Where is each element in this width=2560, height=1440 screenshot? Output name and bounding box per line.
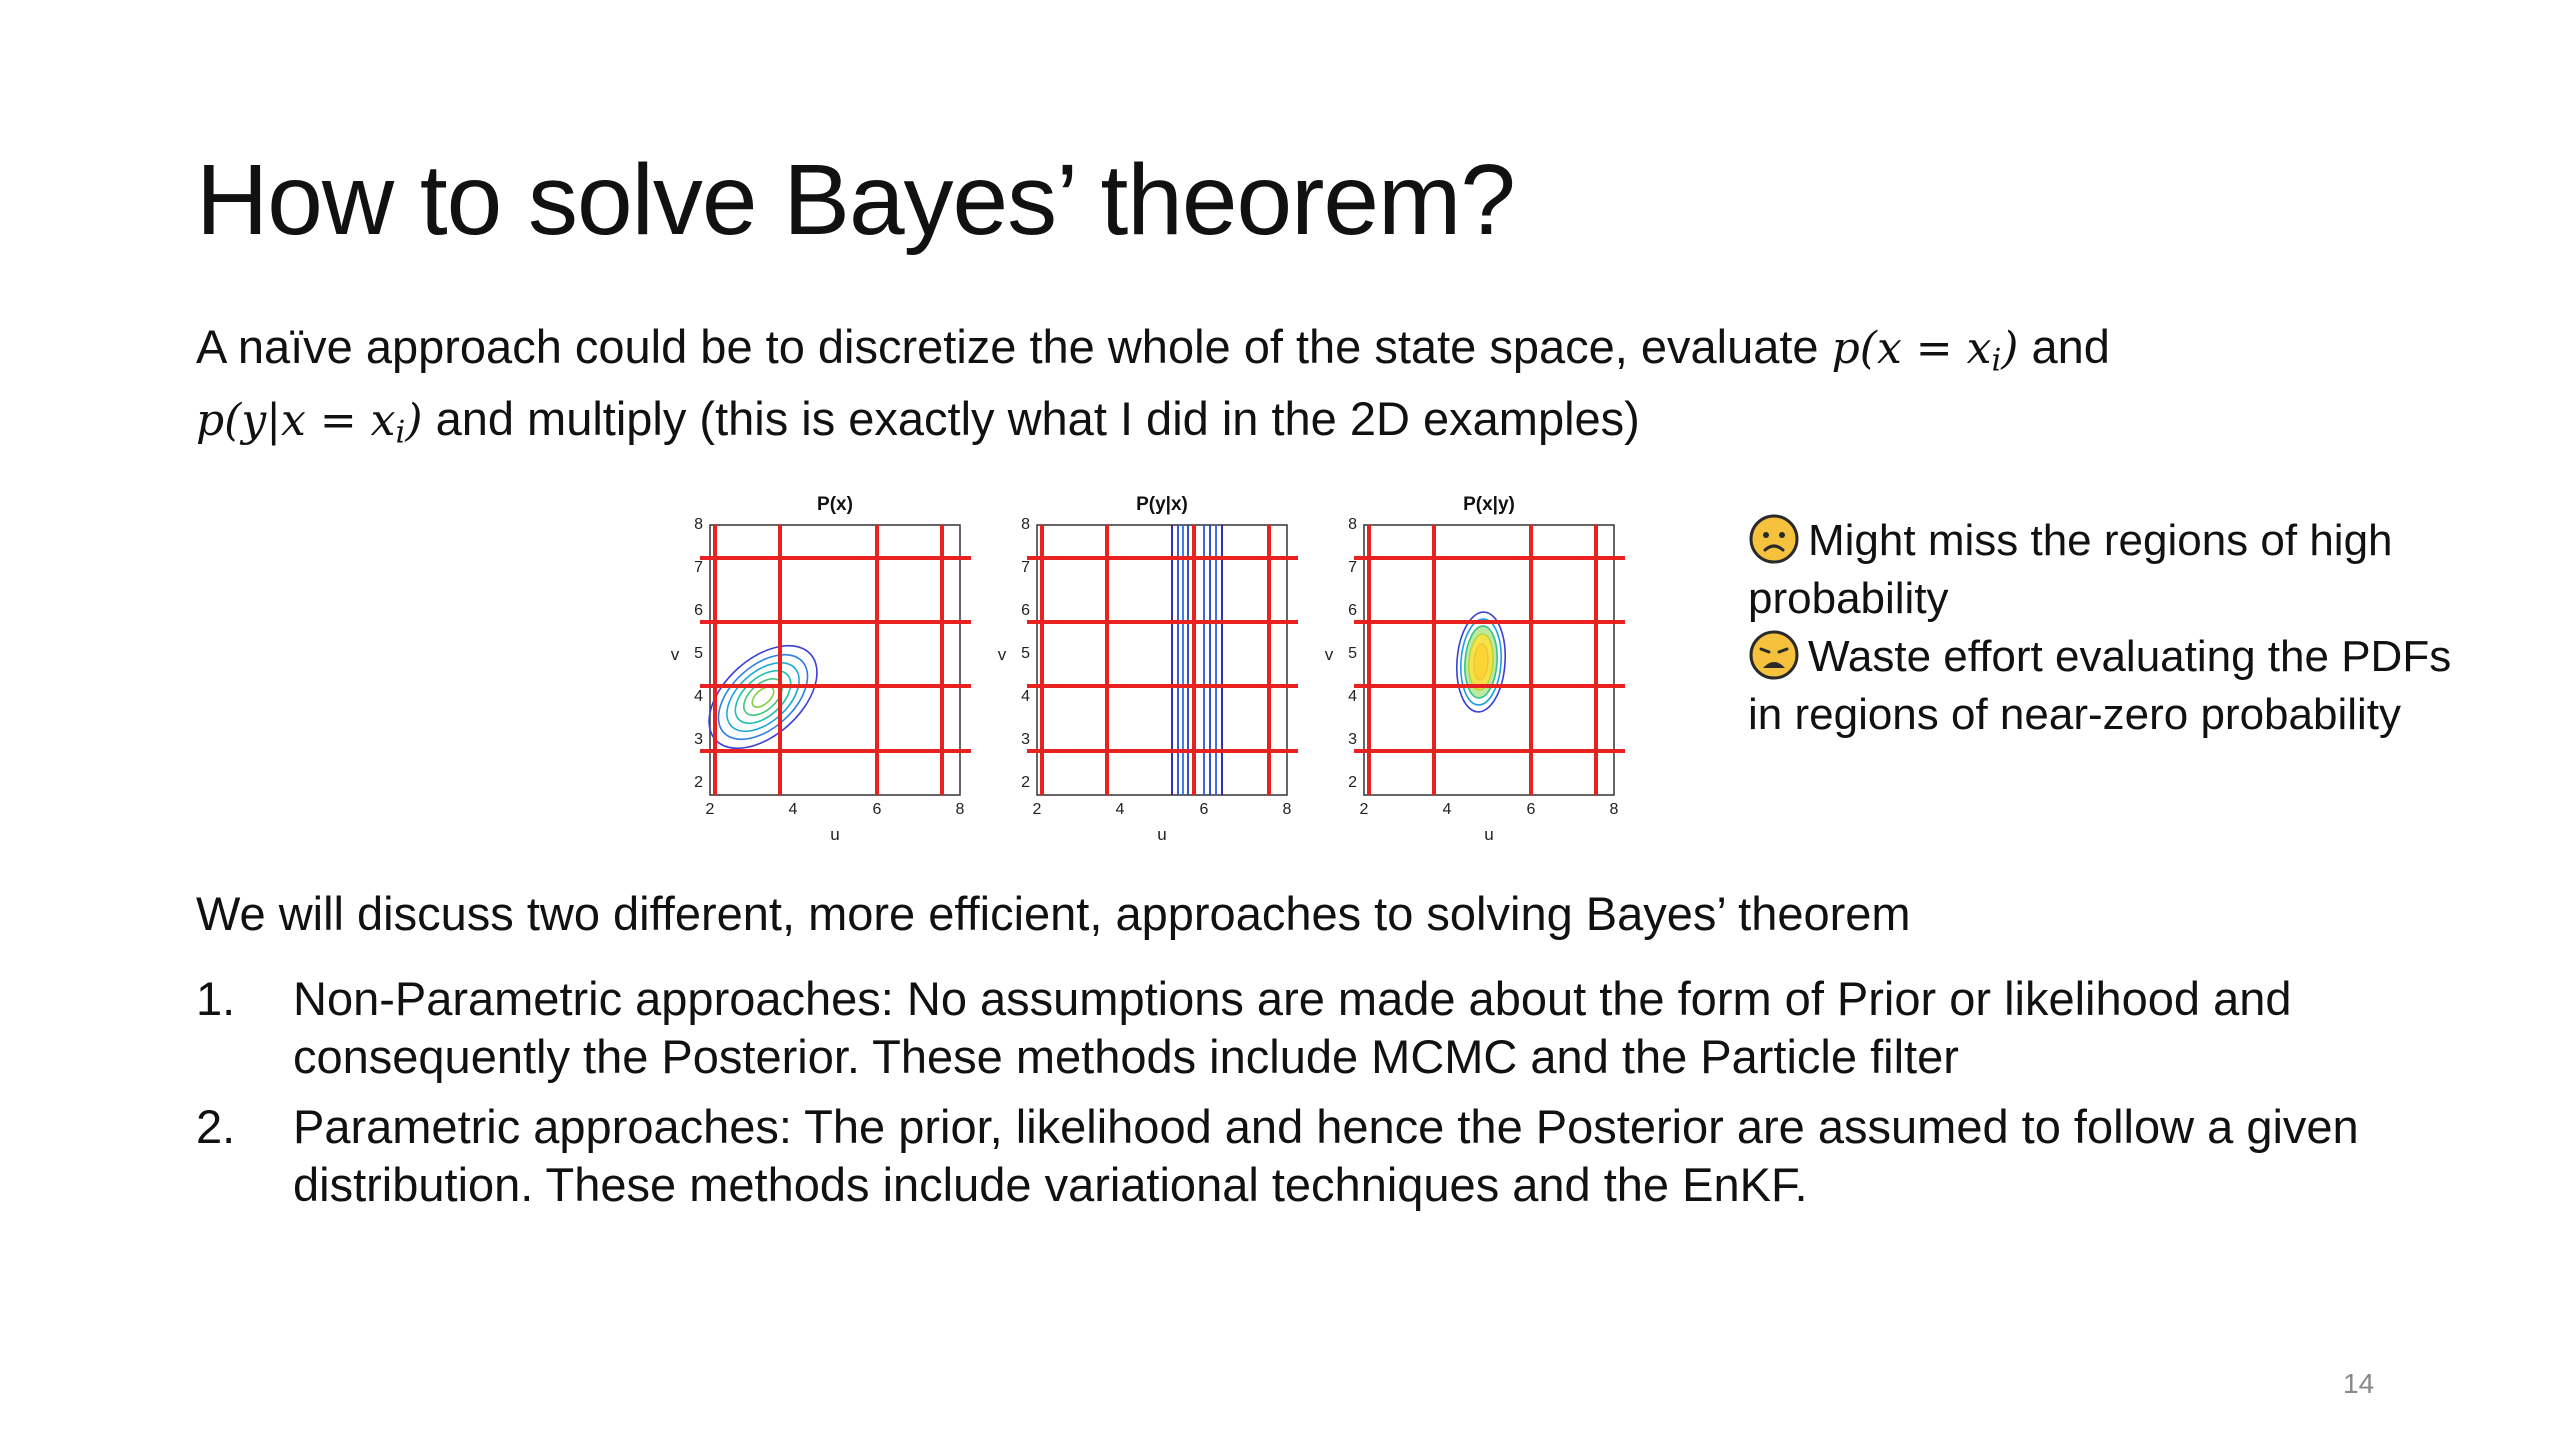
tick-label: 4 <box>1115 801 1125 818</box>
plot-likelihood-xlabel: u <box>1157 825 1167 844</box>
tick-label: 2 <box>1348 774 1357 791</box>
tick-label: 2 <box>1021 774 1030 791</box>
tick-label: 4 <box>1348 688 1357 705</box>
plot-likelihood-svg <box>982 490 1312 850</box>
tick-label: 8 <box>1282 801 1292 818</box>
tick-label: 4 <box>1021 688 1030 705</box>
list-item <box>196 1098 2436 1214</box>
plot-posterior-title: P(x|y) <box>1463 494 1515 515</box>
intro-text-3: and multiply (this is exactly what I did in the 2D examples) <box>422 391 1640 445</box>
formula-p-x-sub: i <box>1991 342 2002 379</box>
tick-label: 4 <box>1442 801 1452 818</box>
plot-likelihood <box>982 490 1312 850</box>
plot-posterior-xlabel: u <box>1484 825 1494 844</box>
formula-p-y-main: p(y|x = x <box>196 394 396 446</box>
plot-prior-xticks <box>706 801 965 818</box>
figure-panel <box>655 490 1655 850</box>
slide-title: How to solve Bayes’ theorem? <box>196 144 1515 256</box>
tick-label: 2 <box>694 774 703 791</box>
plot-prior-ylabel: v <box>670 645 680 664</box>
formula-p-x-main: p(x = x <box>1831 323 1992 374</box>
tick-label: 7 <box>1021 559 1030 576</box>
tick-label: 6 <box>694 602 703 619</box>
plot-prior <box>655 490 985 850</box>
tick-label: 2 <box>1359 801 1369 818</box>
list-item-text: Non-Parametric approaches: No assumptions are made about the form of Prior or likelihood and consequently the Posterior. These methods include MCMC and the Particle filter <box>293 972 2292 1083</box>
list-item-number: 2. <box>196 1100 236 1153</box>
list-item-text: Parametric approaches: The prior, likelihood and hence the Posterior are assumed to follow a given distribution. These methods include variational techniques and the EnKF. <box>293 1100 2359 1211</box>
tick-label: 6 <box>1348 602 1357 619</box>
formula-p-y-end: ) <box>405 394 423 446</box>
list-item <box>196 970 2436 1086</box>
tick-label: 3 <box>1021 731 1030 748</box>
discussion-text: We will discuss two different, more efficient, approaches to solving Bayes’ theorem <box>196 887 1911 940</box>
plot-prior-xlabel: u <box>830 825 840 844</box>
plot-posterior <box>1309 490 1639 850</box>
weary-face-icon <box>1748 629 1800 681</box>
tick-label: 8 <box>1609 801 1619 818</box>
plot-posterior-svg <box>1309 490 1639 850</box>
tick-label: 5 <box>1348 645 1357 662</box>
plot-posterior-xticks <box>1360 801 1619 818</box>
tick-label: 8 <box>1348 516 1357 533</box>
note-1-text: Might miss the regions of high probability <box>1748 516 2393 623</box>
plot-likelihood-xticks <box>1033 801 1292 818</box>
approach-list <box>196 970 2436 1226</box>
page-number: 14 <box>2343 1368 2375 1399</box>
tick-label: 5 <box>694 645 703 662</box>
plot-prior-title: P(x) <box>817 494 853 515</box>
plot-likelihood-ylabel: v <box>997 645 1007 664</box>
tick-label: 7 <box>694 559 703 576</box>
worried-face-icon <box>1748 513 1800 565</box>
intro-paragraph <box>196 318 2396 461</box>
tick-label: 4 <box>788 801 798 818</box>
note-2 <box>1748 628 2468 744</box>
tick-label: 8 <box>1021 516 1030 533</box>
formula-p-y-given-x <box>196 394 423 451</box>
tick-label: 8 <box>694 516 703 533</box>
tick-label: 3 <box>694 731 703 748</box>
plot-likelihood-axes <box>1037 525 1287 795</box>
plot-prior-svg <box>655 490 985 850</box>
tick-label: 7 <box>1348 559 1357 576</box>
plot-likelihood-title: P(y|x) <box>1136 494 1188 515</box>
tick-label: 2 <box>705 801 715 818</box>
intro-text-2: and <box>2018 320 2110 373</box>
tick-label: 3 <box>1348 731 1357 748</box>
tick-label: 6 <box>1021 602 1030 619</box>
formula-p-x <box>1831 323 2019 379</box>
tick-label: 8 <box>955 801 965 818</box>
formula-p-x-end: ) <box>2001 323 2019 374</box>
intro-text-1: A naïve approach could be to discretize the whole of the state space, evaluate <box>196 320 1832 373</box>
plot-posterior-ylabel: v <box>1324 645 1334 664</box>
tick-label: 6 <box>1199 801 1209 818</box>
note-1 <box>1748 512 2468 628</box>
tick-label: 4 <box>694 688 703 705</box>
tick-label: 5 <box>1021 645 1030 662</box>
tick-label: 6 <box>1526 801 1536 818</box>
list-item-number: 1. <box>196 972 236 1025</box>
formula-p-y-sub: i <box>395 414 406 451</box>
tick-label: 2 <box>1032 801 1042 818</box>
note-2-text: Waste effort evaluating the PDFs in regions of near-zero probability <box>1748 632 2452 739</box>
tick-label: 6 <box>872 801 882 818</box>
notes-box <box>1748 512 2468 744</box>
